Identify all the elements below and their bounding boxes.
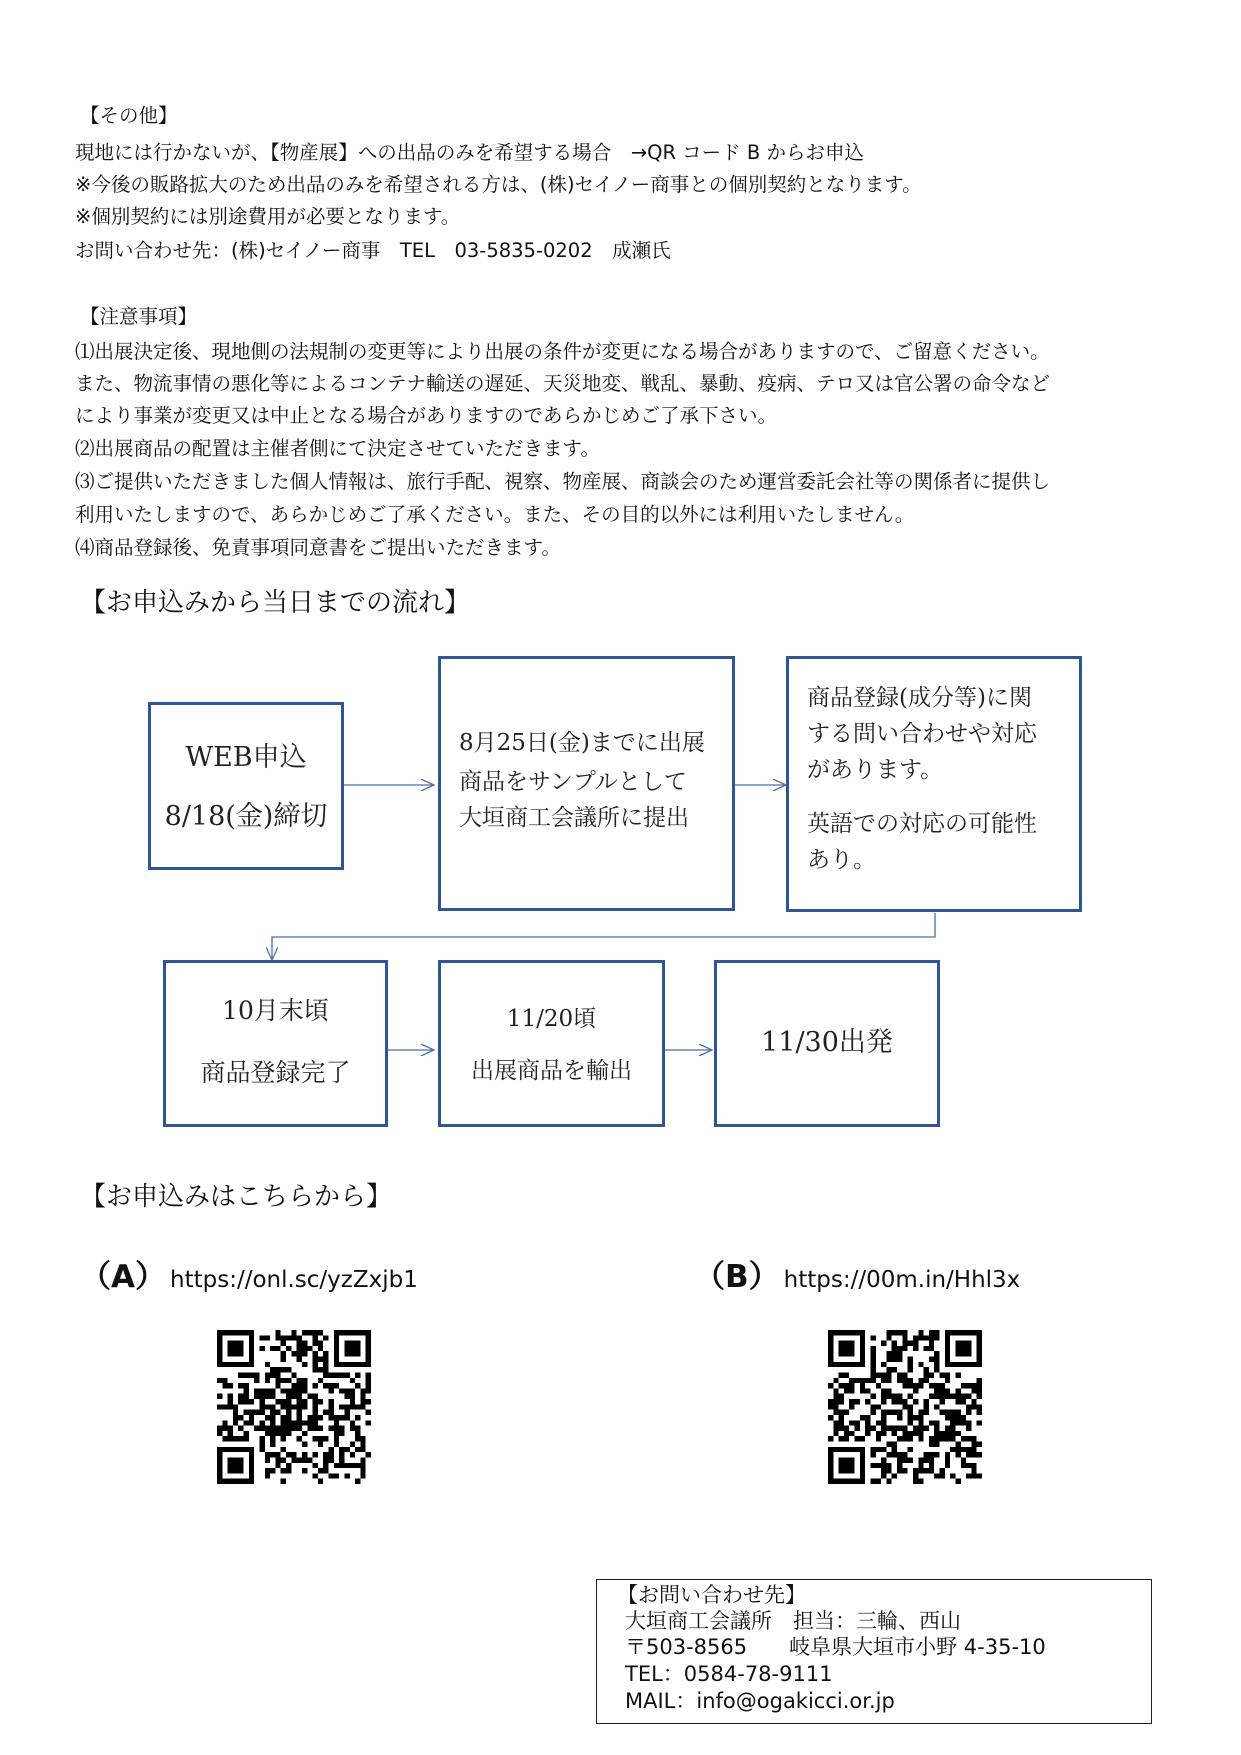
notes-line-3: により事業が変更又は中止となる場合がありますのであらかじめご了承下さい。	[75, 404, 778, 427]
notes-line-5: ⑶ご提供いただきました個人情報は、旅行手配、視察、物産展、商談会のため運営委託会社等の関係者に提供し	[75, 470, 1051, 493]
flow-heading: 【お申込みから当日までの流れ】	[80, 588, 471, 618]
contact-title: 【お問い合わせ先】	[617, 1583, 806, 1607]
flow-step-apply-line-1: WEB申込	[185, 742, 307, 773]
flow-step-inquiry-line-1: 商品登録(成分等)に関	[807, 685, 1032, 711]
other-line-1: 現地には行かないが、【物産展】への出品のみを希望する場合 →QR コード B からお申込	[75, 141, 864, 164]
notes-line-7: ⑷商品登録後、免責事項同意書をご提出いただきます。	[75, 536, 561, 559]
notes-line-2: また、物流事情の悪化等によるコンテナ輸送の遅延、天災地変、戦乱、暴動、疫病、テロ又は官公署の命令など	[75, 372, 1051, 395]
qr-code-a[interactable]	[217, 1330, 371, 1484]
other-heading: 【その他】	[80, 104, 178, 127]
flow-step-inquiry-line-4: 英語での対応の可能性	[807, 811, 1037, 837]
contact-tel: TEL：0584-78-9111	[625, 1662, 833, 1686]
notes-line-6: 利用いたしますので、あらかじめご了承ください。また、その目的以外には利用いたしません。	[75, 503, 915, 526]
flow-step-departure	[714, 960, 940, 1127]
flow-step-export	[438, 960, 665, 1127]
flow-step-sample-line-2: 商品をサンプルとして	[459, 769, 687, 795]
apply-a-url[interactable]: https://onl.sc/yzZxjb1	[170, 1267, 418, 1293]
qr-code-b[interactable]	[828, 1330, 982, 1484]
notes-line-1: ⑴出展決定後、現地側の法規制の変更等により出展の条件が変更になる場合がありますので、ご留意ください。	[75, 340, 1050, 363]
flow-step-registration-line-2: 商品登録完了	[200, 1058, 351, 1087]
apply-b-label	[694, 1259, 1021, 1295]
flow-step-export-line-2: 出展商品を輸出	[471, 1058, 632, 1084]
flow-step-apply	[148, 702, 344, 870]
flow-step-sample-line-1: 8月25日(金)までに出展	[459, 730, 705, 756]
flow-step-inquiry-line-5: あり。	[807, 847, 876, 873]
contact-mail[interactable]: MAIL：info@ogakicci.or.jp	[625, 1689, 895, 1713]
flow-step-registration	[163, 960, 388, 1127]
other-line-3: ※個別契約には別途費用が必要となります。	[75, 205, 461, 228]
other-line-2: ※今後の販路拡大のため出品のみを希望される方は、(株)セイノー商事との個別契約となります。	[75, 173, 922, 196]
contact-address: 〒503-8565 岐阜県大垣市小野 4-35-10	[625, 1635, 1046, 1659]
flow-step-registration-line-1: 10月末頃	[222, 996, 329, 1025]
contact-org: 大垣商工会議所 担当：三輪、西山	[625, 1609, 961, 1633]
flow-step-inquiry-line-3: があります。	[807, 757, 944, 783]
apply-b-mark: （B）	[694, 1259, 780, 1295]
flow-step-sample-line-3: 大垣商工会議所に提出	[459, 805, 689, 831]
arrow-3-4	[272, 913, 935, 960]
flow-step-inquiry-line-2: する問い合わせや対応	[807, 721, 1037, 747]
apply-a-label	[80, 1259, 418, 1295]
flow-step-departure-line-1: 11/30出発	[761, 1027, 893, 1058]
flow-step-inquiry	[786, 656, 1082, 912]
apply-a-mark: （A）	[80, 1259, 166, 1295]
flow-step-sample	[438, 656, 735, 911]
notes-line-4: ⑵出展商品の配置は主催者側にて決定させていただきます。	[75, 437, 600, 460]
flow-step-export-line-1: 11/20頃	[506, 1006, 597, 1032]
apply-b-url[interactable]: https://00m.in/Hhl3x	[783, 1267, 1021, 1293]
contact-box	[596, 1579, 1152, 1724]
flow-step-apply-line-2: 8/18(金)締切	[164, 801, 328, 832]
apply-heading: 【お申込みはこちらから】	[80, 1182, 393, 1212]
other-line-4: お問い合わせ先：(株)セイノー商事 TEL 03-5835-0202 成瀬氏	[75, 239, 671, 262]
notes-heading: 【注意事項】	[80, 305, 198, 328]
